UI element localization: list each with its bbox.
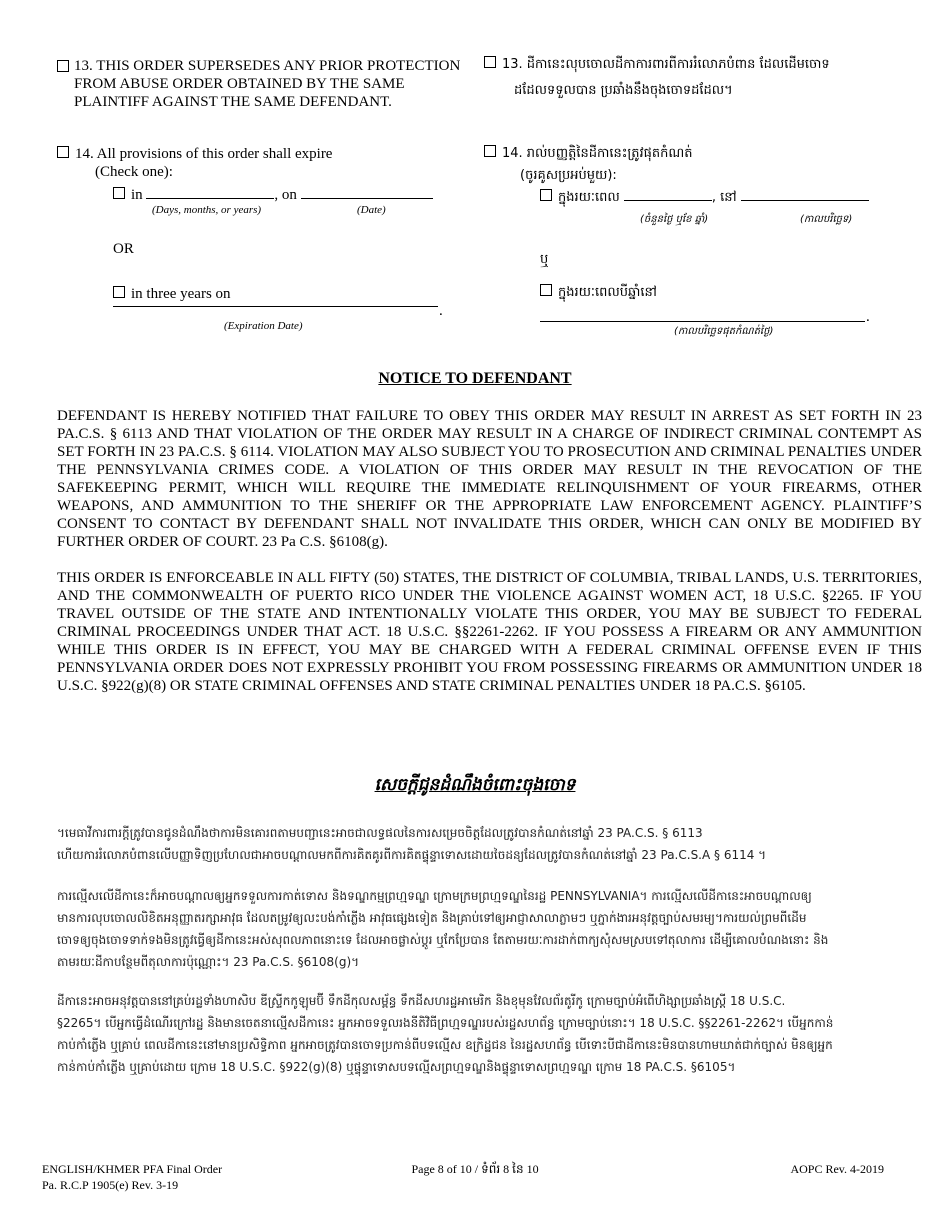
khmer-paragraph-3	[57, 990, 937, 1078]
item-14-km-title: 14. រាល់បញ្ញត្តិនៃដីកានេះត្រូវផុតកំណត់	[502, 146, 693, 161]
item-14-en-three-years	[113, 285, 231, 303]
caption-expiration-km: (កាលបរិច្ឆេទផុតកំណត់ថ្ងៃ)	[674, 326, 774, 337]
item-13-km-line2: ដដែលទទួលបាន ប្រឆាំងនឹងចុងចោទដដែល។	[514, 83, 733, 98]
khmer-p1-line2: ហើយការរំលោភបំពានលើបញ្ញាទិញប្រហែលជាអាចបណ្តាលមកពីការគិតគូរពីការគិតផ្ទុន្ទាទោសដោយចៃដន្យដែលត្រូវបានកំណត់នៅឆ្នាំ 23 Pa.C.S.A § 6114 ។	[57, 848, 767, 862]
item-13-en-text: 13. THIS ORDER SUPERSEDES ANY PRIOR PROTECTION FROM ABUSE ORDER OBTAINED BY THE SAME PLAINTIFF AGAINST THE SAME DEFENDANT.	[74, 58, 461, 110]
khmer-p2-line3: ចោទឲ្យចុងចោទទាក់ទងមិនត្រូវធ្វើឲ្យដីកានេះអស់សុពលភាពនោះទេ ដែលអាចផ្លាស់ប្តូរ ឬកែប្រែបាន តែតាមរយៈការដាក់ពាក្យសុំសមស្របទៅតុលាការ ដើម្បីគោលបំណងនោះ និង	[57, 933, 829, 947]
item-14-en-title: 14. All provisions of this order shall expire	[75, 146, 333, 162]
item-14-km-in-row	[540, 185, 890, 211]
km-date-input-line[interactable]	[741, 188, 869, 201]
footer-rule: Pa. R.C.P 1905(e) Rev. 3-19	[42, 1178, 179, 1192]
checkbox-14-km[interactable]	[484, 145, 496, 157]
item-14-km-check-one: (ចូរគូសប្រអប់មួយ):	[520, 168, 617, 183]
label-km-in: ក្នុងរយៈពេល	[558, 190, 620, 205]
khmer-p3-line2: §2265។ បើអ្នកធ្វើដំណើរក្រៅរដ្ឋ និងមានចេតនាល្មើសដីកានេះ អ្នកអាចទទួលរងនីតិវិធីព្រហ្មទណ្ឌរបស់រដ្ឋសហព័ន្ធ ក្រោមច្បាប់នោះ។ 18 U.S.C. §§2261-2262។ បើអ្នកកាន់	[57, 1016, 834, 1030]
label-three-years: in three years on	[131, 286, 231, 302]
khmer-p2-line1: ការល្មើសលើដីកានេះក៏អាចបណ្តាលឲ្យអ្នកទទួលការកាត់ទោស និងទណ្ឌកម្មព្រហ្មទណ្ឌ ក្រោមក្រមព្រហ្មទណ្ឌនៃរដ្ឋ PENNSYLVANIA។ ការល្មើសលើដីកានេះអាចបណ្តាលឲ្យ	[57, 889, 812, 903]
item-14-en-in-row	[113, 186, 443, 204]
label-on: , on	[274, 187, 297, 203]
item-13-km	[484, 52, 904, 104]
checkbox-14-km-three-years[interactable]	[540, 284, 552, 296]
khmer-notice-title: សេចក្តីជូនដំណឹងចំពោះចុងចោទ	[374, 775, 576, 795]
item-13-km-line1: 13. ដីកានេះលុបចោលដីកាការពារពីការរំលោភបំពាន ដែលដើមចោទ	[502, 57, 830, 72]
khmer-paragraph-2	[57, 885, 937, 973]
footer-form-name: ENGLISH/KHMER PFA Final Order	[42, 1162, 223, 1176]
expiration-date-line[interactable]	[113, 305, 438, 307]
km-expiration-date-line[interactable]	[540, 320, 865, 322]
khmer-p1-line1: ។មេធាវីការពារក្តីត្រូវបានជូនដំណឹងថាការមិនគោរពតាមបញ្ជានេះអាចជាលទ្ធផលនៃការសម្រេចចិត្តដែលត្រូវបានកំណត់នៅឆ្នាំ 23 PA.C.S. § 6113	[57, 826, 703, 840]
item-14-km-three-years	[540, 280, 657, 306]
notice-paragraph-1: DEFENDANT IS HEREBY NOTIFIED THAT FAILURE TO OBEY THIS ORDER MAY RESULT IN ARREST AS SET FORTH IN 23 PA.C.S. § 6113 AND THAT VIOLATION OF THE ORDER MAY RESULT IN A CHARGE OF INDIRECT CRIMINAL CONTEMPT AS SET FORTH IN 23 PA.C.S. § 6114. VIOLATION MAY ALSO SUBJECT YOU TO PROSECUTION AND CRIMINAL PENALTIES UNDER THE PENNSYLVANIA CRIMES CODE. A VIOLATION OF THIS ORDER MAY RESULT IN THE REVOCATION OF THE SAFEKEEPING PERMIT, WHICH WILL REQUIRE THE IMMEDIATE RELINQUISHMENT OF YOUR FIREARMS, OTHER WEAPONS, AND AMMUNITION TO THE SHERIFF OR THE APPROPRIATE LAW ENFORCEMENT AGENCY. PLAINTIFF’S CONSENT TO CONTACT BY DEFENDANT SHALL NOT INVALIDATE THIS ORDER, WHICH CAN ONLY BE MODIFIED BY FURTHER ORDER OF COURT. 23 Pa C.S. §6108(g).	[57, 408, 922, 550]
khmer-p2-line4: តាមរយៈដីកាបន្ថែមពីតុលាការប៉ុណ្ណោះ។ 23 Pa.C.S. §6108(g)។	[57, 955, 360, 969]
footer-page-number: Page 8 of 10 / ទំព័រ 8 នៃ 10	[411, 1162, 539, 1176]
item-14-en	[57, 145, 332, 163]
item-14-en-check-one: (Check one):	[95, 164, 173, 180]
checkbox-14-km-in[interactable]	[540, 189, 552, 201]
checkbox-13-km[interactable]	[484, 56, 496, 68]
footer-right: AOPC Rev. 4-2019	[790, 1162, 884, 1176]
or-km: ឬ	[540, 252, 549, 267]
khmer-p3-line1: ដីកានេះអាចអនុវត្តបាននៅគ្រប់រដ្ឋទាំងហាសិប ឌីស្ទ្រីកកូឡុមប៊ី ទឹកដីកុលសម្ព័ន្ធ ទឹកដីសហរដ្ឋអាមេរិក និងខុមុនវែលព័រតូរីកូ ក្រោមច្បាប់អំពើហិង្សាប្រឆាំងស្ត្រី 18 U.S.C.	[57, 994, 786, 1008]
km-days-input-line[interactable]	[624, 188, 712, 201]
khmer-paragraph-1	[57, 822, 937, 866]
checkbox-14-en-three-years[interactable]	[113, 286, 125, 298]
checkbox-14-en-in[interactable]	[113, 187, 125, 199]
label-in: in	[131, 187, 143, 203]
period-km: .	[866, 309, 870, 325]
caption-expiration-en: (Expiration Date)	[224, 320, 303, 332]
khmer-p2-line2: មានការលុបចោលលិខិតអនុញ្ញាតរក្សាអាវុធ ដែលតម្រូវឲ្យលះបង់កាំភ្លើង អាវុធផ្សេងទៀត និងគ្រាប់ទៅឲ្យអាជ្ញាសាលាភ្លាមៗ ឬភ្នាក់ងារអនុវត្តច្បាប់សមរម្យ។ការយល់ព្រមពីដើម	[57, 911, 807, 925]
period-en: .	[439, 303, 443, 319]
date-input-line[interactable]	[301, 186, 433, 199]
or-en: OR	[113, 241, 134, 257]
checkbox-13-en[interactable]	[57, 60, 69, 72]
checkbox-14-en[interactable]	[57, 146, 69, 158]
notice-title: NOTICE TO DEFENDANT	[378, 370, 572, 387]
caption-date: (Date)	[357, 204, 386, 216]
label-km-three-years: ក្នុងរយៈពេលបីឆ្នាំនៅ	[558, 285, 657, 300]
caption-days: (Days, months, or years)	[152, 204, 262, 216]
label-km-at: , នៅ	[711, 190, 737, 205]
caption-km-days: (ចំនួនថ្ងៃ ឬខែ ឆ្នាំ)	[640, 214, 709, 225]
khmer-p3-line4: កាន់កាប់កាំភ្លើង ឬគ្រាប់ដោយ ក្រោម 18 U.S.C. §922(g)(8) ឬផ្ទុន្ទាទោសបទល្មើសព្រហ្មទណ្ឌនិងផ្ទុន្ទាទោសព្រហ្មទណ្ឌ ក្រោម 18 PA.C.S. §6105។	[57, 1060, 736, 1074]
khmer-p3-line3: កាប់កាំភ្លើង ឬគ្រាប់ ពេលដីកានេះនៅមានប្រសិទ្ធិភាព អ្នកអាចត្រូវបានចោទប្រកាន់ពីបទល្មើស ឧក្រិដ្ឋជន នៃរដ្ឋសហព័ន្ធ បើទោះបីជាដីកានេះមិនបានហាមឃាត់ជាក់ច្បាស់ មិនឲ្យអ្នក	[57, 1038, 833, 1052]
notice-paragraph-2: THIS ORDER IS ENFORCEABLE IN ALL FIFTY (50) STATES, THE DISTRICT OF COLUMBIA, TRIBAL LANDS, U.S. TERRITORIES, AND THE COMMONWEALTH OF PUERTO RICO UNDER THE VIOLENCE AGAINST WOMEN ACT, 18 U.S.C. §2265. IF YOU TRAVEL OUTSIDE OF THE STATE AND INTENTIONALLY VIOLATE THIS ORDER, YOU MAY BE SUBJECT TO FEDERAL CRIMINAL PROCEEDINGS UNDER THAT ACT. 18 U.S.C. §§2261-2262. IF YOU POSSESS A FIREARM OR ANY AMMUNITION WHILE THIS ORDER IS IN EFFECT, YOU MAY BE CHARGED WITH A FEDERAL CRIMINAL OFFENSE EVEN IF THIS PENNSYLVANIA ORDER DOES NOT EXPRESSLY PROHIBIT YOU FROM POSSESSING FIREARMS OR AMMUNITION UNDER 18 U.S.C. §922(g)(8) OR STATE CRIMINAL OFFENSES AND STATE CRIMINAL PENALTIES UNDER 18 PA.C.S. §6105.	[57, 570, 922, 694]
item-13-en	[57, 57, 467, 111]
days-input-line[interactable]	[146, 186, 274, 199]
caption-km-date: (កាលបរិច្ឆេទ)	[800, 214, 853, 225]
